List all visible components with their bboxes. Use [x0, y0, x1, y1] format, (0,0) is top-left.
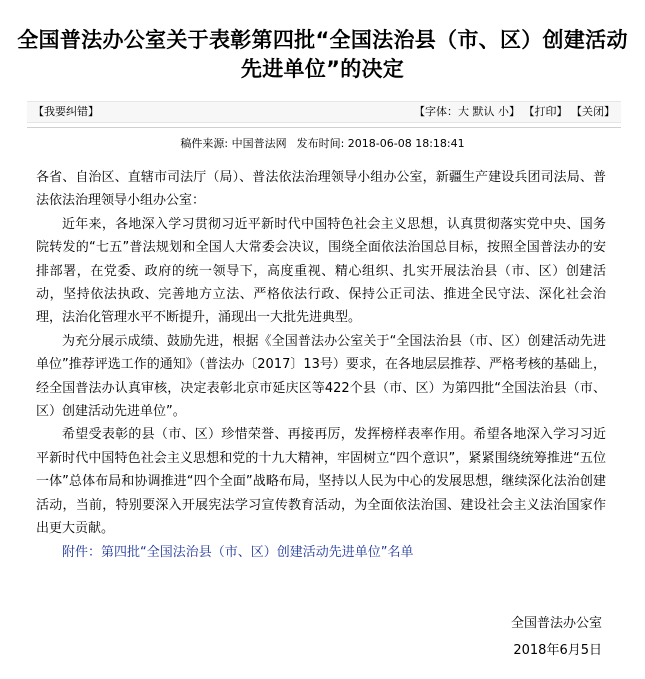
font-size-label: 【字体：: [414, 105, 458, 118]
attachment-link[interactable]: 附件：第四批“全国法治县（市、区）创建活动先进单位”名单: [62, 544, 414, 560]
font-large-link[interactable]: 大: [458, 105, 469, 118]
article-toolbar: [27, 101, 621, 123]
article-meta: [0, 136, 645, 152]
font-size-bracket: 】: [509, 105, 520, 118]
body-paragraph: 希望受表彰的县（市、区）珍惜荣誉、再接再厉，发挥榜样表率作用。希望各地深入学习习近平新时代中国特色社会主义思想和党的十九大精神，牢固树立“四个意识”，紧紧围绕统筹推进“五位一体”总体布局和协调推进“四个全面”战略布局，坚持以人民为中心的发展思想，继续深化法治创建活动，当前，特别要深入开展宪法学习宣传教育活动，为全面依法治国、建设社会主义法治国家作出更大贡献。: [36, 427, 606, 537]
font-small-link[interactable]: 小: [498, 105, 509, 118]
signature-block: [511, 610, 602, 664]
page-title: 全国普法办公室关于表彰第四批“全国法治县（市、区）创建活动先进单位”的决定: [17, 28, 628, 81]
toolbar-actions: [414, 102, 615, 122]
report-error-link[interactable]: 【我要纠错】: [33, 105, 99, 118]
article-body: [36, 166, 606, 564]
body-paragraph: 近年来，各地深入学习贯彻习近平新时代中国特色社会主义思想，认真贯彻落实党中央、国务院转发的“七五”普法规划和全国人大常委会决议，围绕全面依法治国总目标，按照全国普法办的安排部署，在党委、政府的统一领导下，高度重视、精心组织、扎实开展法治县（市、区）创建活动，坚持依法执政、完善地方立法、严格依法行政、保持公正司法、推进全民守法、深化社会治理，法治化管理水平不断提升，涌现出一大批先进典型。: [36, 216, 606, 326]
print-link[interactable]: 【打印】: [523, 105, 568, 118]
close-link[interactable]: 【关闭】: [571, 105, 615, 118]
signature-date: 2018年6月5日: [513, 643, 602, 658]
header-divider: [27, 127, 621, 128]
body-paragraph: 为充分展示成绩、鼓励先进，根据《全国普法办公室关于“全国法治县（市、区）创建活动先进单位”推荐评选工作的通知》（普法办〔2017〕13号）要求，在各地层层推荐、严格考核的基础上，经全国普法办认真审核，决定表彰北京市延庆区等422个县（市、区）为第四批“全国法治县（市、区）创建活动先进单位”。: [36, 333, 606, 420]
publish-time: 发布时间: 2018-06-08 18:18:41: [296, 137, 465, 150]
signature-org: 全国普法办公室: [510, 616, 602, 631]
font-default-link[interactable]: 默认: [472, 105, 495, 118]
salutation-paragraph: 各省、自治区、直辖市司法厅（局）、普法依法治理领导小组办公室，新疆生产建设兵团司法局、普法依法治理领导小组办公室：: [36, 170, 606, 209]
source-label: 稿件来源: 中国普法网: [180, 137, 287, 150]
